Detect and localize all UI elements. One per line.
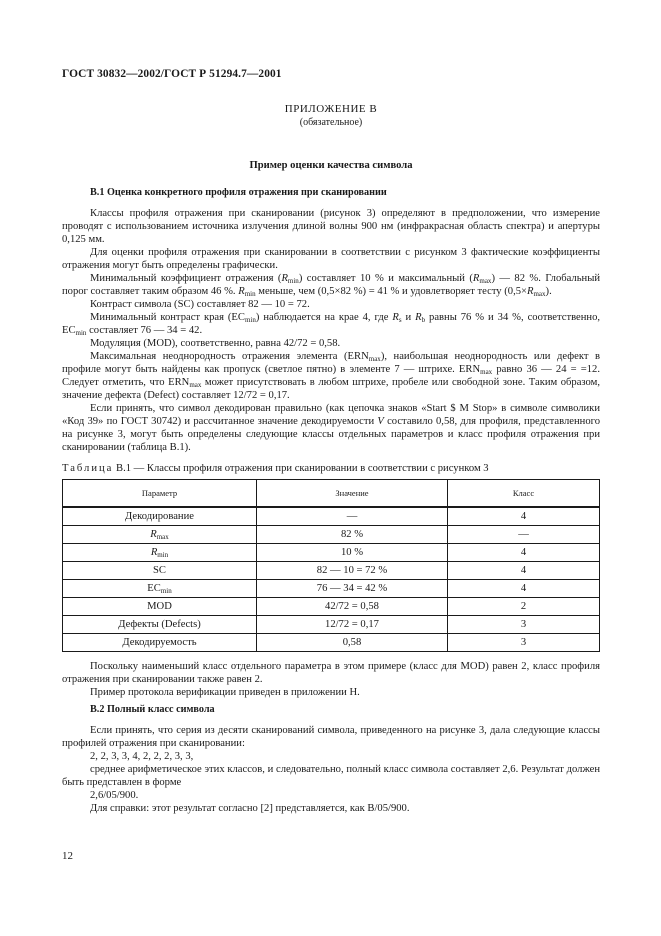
param-cell: $EC_{min}$ (63, 580, 257, 598)
grade-cell: 3 (448, 616, 600, 634)
param-cell: SC (63, 562, 257, 580)
table-row (63, 616, 600, 634)
paragraph-10: Пример протокола верификации приведен в приложении Н. (90, 687, 360, 698)
param-cell: Дефекты (Defects) (63, 616, 257, 634)
table-row (63, 598, 600, 616)
document-page (62, 68, 600, 815)
table-row (63, 580, 600, 598)
value-cell: 76 — 34 = 42 % (257, 580, 448, 598)
paragraph-3: Минимальный коэффициент отражения $(R_{min})$ составляет 10 % и максимальный $(R_{max})$ — 82 %. Глобальный порог составляет таким образом 46 %. $R_{min}$ меньше, чем (0,5×82 %) = 41 % и удовлетворяет тесту $(0,5\times R_{max})$. (62, 273, 601, 298)
value-cell: — (257, 507, 448, 526)
paragraph-12: 2, 2, 3, 3, 4, 2, 2, 2, 3, 3, (90, 751, 194, 762)
paragraph-5: Минимальный контраст края $(EC_{min})$ наблюдается на крае 4, где $R_s$ и $R_b$ равны 76 % и 34 %, соответственно, $EC_{min}$ составляет 76 — 34 = 42. (62, 312, 601, 337)
paragraph-13: среднее арифметическое этих классов, и следовательно, полный класс символа составляет 2,6. Результат должен быть представлен в форме (62, 764, 600, 788)
value-cell: 82 % (257, 526, 448, 544)
grade-cell: — (448, 526, 600, 544)
value-cell: 0,58 (257, 634, 448, 652)
table-header-cell: Класс (448, 480, 600, 508)
annex-subtitle: (обязательное) (299, 117, 363, 128)
paragraph-6: Модуляция (MOD), соответственно, равна 42/72 = 0,58. (90, 338, 341, 349)
param-cell: $R_{min}$ (63, 544, 257, 562)
grade-cell: 4 (448, 544, 600, 562)
paragraph-14: 2,6/05/900. (90, 790, 139, 801)
param-cell: Декодируемость (63, 634, 257, 652)
grade-cell: 4 (448, 507, 600, 526)
paragraph-7: Максимальная неоднородность отражения элемента $(ERN_{max})$, наибольшая неоднородность или дефект в профиле могут быть найдены как пропуск (светлое пятно) в элементе 7 — штрихе. $ERN_{max}$ равно 36 — 24 = =12. Следует отметить, что $ERN_{max}$ может присутствовать в любом штрихе, пробеле или свободной зоне. Таким образом, значение дефекта (Defect) составляет 12/72 = 0,17. (62, 351, 601, 401)
grade-cell: 2 (448, 598, 600, 616)
table-row (63, 634, 600, 652)
section-title: Пример оценки качества символа (249, 160, 413, 171)
value-cell: 12/72 = 0,17 (257, 616, 448, 634)
grade-cell: 4 (448, 580, 600, 598)
paragraph-11: Если принять, что серия из десяти сканирований символа, приведенного на рисунке 3, дала следующие классы профилей отражения при сканировании: (62, 725, 600, 749)
grades-table (62, 479, 600, 652)
document-header: ГОСТ 30832—2002/ГОСТ Р 51294.7—2001 (62, 68, 282, 80)
value-cell: 10 % (257, 544, 448, 562)
table-row (63, 562, 600, 580)
paragraph-2: Для оценки профиля отражения при сканировании в соответствии с рисунком 3 фактические коэффициенты отражения могут быть определены графически. (62, 247, 600, 271)
table-row (63, 526, 600, 544)
grade-cell: 3 (448, 634, 600, 652)
value-cell: 82 — 10 = 72 % (257, 562, 448, 580)
param-cell: $R_{max}$ (63, 526, 257, 544)
paragraph-8: Если принять, что символ декодирован правильно (как цепочка знаков «Start $ M Stop» в символе символики «Код 39» по ГОСТ 30742) и рассчитанное значение декодируемости V составило 0,58, для профиля, представленного на рисунке 3, могут быть определены следующие классы отдельных параметров и класс профиля отражения при сканировании (таблица В.1). (62, 403, 600, 453)
table-header-cell: Значение (257, 480, 448, 508)
table-row (63, 507, 600, 526)
paragraph-9: Поскольку наименьший класс отдельного параметра в этом примере (класс для MOD) равен 2, класс профиля отражения при сканировании также равен 2. (62, 661, 600, 685)
grade-cell: 4 (448, 562, 600, 580)
table-row (63, 544, 600, 562)
table-header-cell: Параметр (63, 480, 257, 508)
paragraph-15: Для справки: этот результат согласно [2] представляется, как В/05/900. (90, 803, 410, 814)
subsection-b1-title: В.1 Оценка конкретного профиля отражения при сканировании (90, 187, 387, 198)
param-cell: Декодирование (63, 507, 257, 526)
table-header-row (63, 480, 600, 508)
table-caption: Таблица В.1 — Классы профиля отражения при сканировании в соответствии с рисунком 3 (62, 463, 489, 474)
param-cell: MOD (63, 598, 257, 616)
paragraph-4: Контраст символа (SC) составляет 82 — 10 = 72. (90, 299, 310, 310)
paragraph-1: Классы профиля отражения при сканировании (рисунок 3) определяют в предположении, что измерение проводят с использованием источника излучения длиной волны 900 нм (инфракрасная область спектра) и апертуры 0,125 мм. (62, 208, 600, 245)
page-number: 12 (62, 850, 73, 862)
annex-title: ПРИЛОЖЕНИЕ В (284, 103, 378, 115)
subsection-b2-title: В.2 Полный класс символа (90, 704, 215, 715)
value-cell: 42/72 = 0,58 (257, 598, 448, 616)
